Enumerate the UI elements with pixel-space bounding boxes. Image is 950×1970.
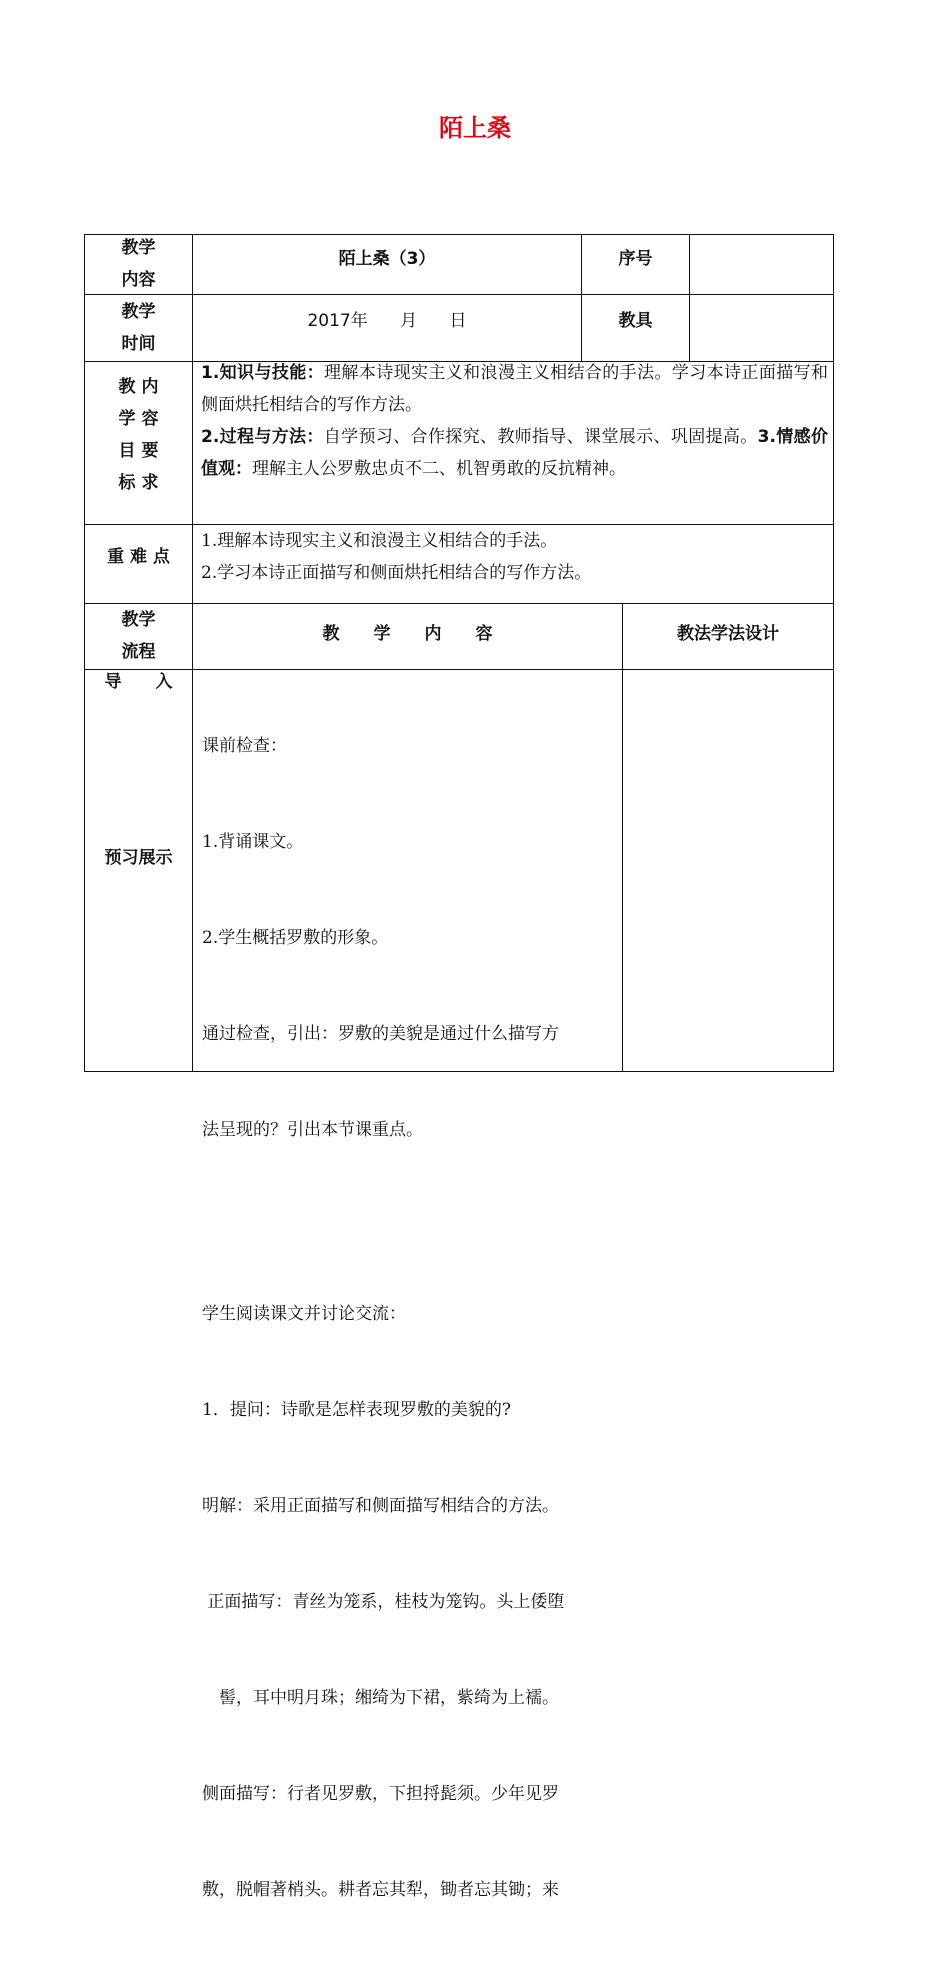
label-line: 教学 <box>121 610 156 630</box>
key-difficulties-label: 重 难 点 <box>107 547 170 567</box>
row-divider <box>84 603 834 604</box>
objective-text: 理解主人公罗敷忠贞不二、机智勇敢的反抗精神。 <box>252 459 626 479</box>
stage-preview-display: 预习展示 <box>104 848 173 868</box>
column-divider <box>689 234 690 361</box>
difficulty-line: 1.理解本诗现实主义和浪漫主义相结合的手法。 <box>201 531 558 551</box>
content-line: 明解：采用正面描写和侧面描写相结合的方法。 <box>202 1496 559 1516</box>
difficulty-line: 2.学习本诗正面描写和侧面烘托相结合的写作方法。 <box>201 563 592 583</box>
content-line: 课前检查： <box>202 736 287 756</box>
stage-introduction: 导 入 <box>104 672 173 692</box>
method-column-header: 教法学法设计 <box>677 624 779 644</box>
label-line: 教学 <box>121 238 156 258</box>
label-line: 目 要 <box>118 441 159 461</box>
objective-process <box>201 421 828 485</box>
teaching-time-label <box>85 294 192 361</box>
teaching-tools-label: 教具 <box>618 311 653 331</box>
content-column-header: 教 学 内 容 <box>322 624 493 644</box>
content-line: 1.背诵课文。 <box>202 832 304 852</box>
method-design-content <box>623 670 833 1070</box>
content-line: 侧面描写：行者见罗敷，下担捋髭须。少年见罗 <box>202 1784 559 1804</box>
teaching-flow-label <box>85 603 192 669</box>
sequence-label: 序号 <box>618 249 653 269</box>
content-line: 正面描写：青丝为笼系，桂枝为笼钩。头上倭堕 <box>202 1592 565 1612</box>
label-line: 流程 <box>121 642 156 662</box>
content-line: 通过检查，引出：罗敷的美貌是通过什么描写方 <box>202 1024 559 1044</box>
document-title: 陌上桑 <box>439 114 511 142</box>
label-line: 时间 <box>121 333 156 354</box>
teaching-date: 2017年 月 日 <box>307 311 467 331</box>
column-divider <box>192 234 193 1072</box>
lesson-title-cell: 陌上桑（3） <box>338 249 436 269</box>
objective-text: 自学预习、合作探究、教师指导、课堂展示、巩固提高。 <box>323 427 758 447</box>
row-divider <box>84 294 834 295</box>
objectives-content <box>201 357 828 485</box>
content-line: 法呈现的？引出本节课重点。 <box>202 1120 423 1140</box>
teaching-content-label <box>85 234 192 294</box>
label-line: 教学 <box>121 301 156 322</box>
objective-label: 3.情感价值观： <box>201 427 829 479</box>
lesson-process-content <box>202 666 620 1900</box>
key-difficulties-content <box>201 525 821 589</box>
content-line: 1．提问：诗歌是怎样表现罗敷的美貌的? <box>202 1400 511 1420</box>
objectives-label <box>85 371 192 499</box>
label-line: 内容 <box>121 270 156 290</box>
label-line: 学 容 <box>118 409 159 429</box>
objective-text: 理解本诗现实主义和浪漫主义相结合的手法。学习本诗正面描写和侧面烘托相结合的写作方法。 <box>201 363 828 415</box>
table-border-top <box>84 234 834 235</box>
content-line: 学生阅读课文并讨论交流： <box>202 1304 406 1324</box>
content-line: 髻，耳中明月珠；缃绮为下裙，紫绮为上襦。 <box>202 1688 559 1708</box>
objective-knowledge <box>201 357 828 421</box>
table-border-right <box>833 234 834 1072</box>
content-line: 敷，脱帽著梢头。耕者忘其犁，锄者忘其锄；来 <box>202 1880 559 1900</box>
label-line: 教 内 <box>118 377 159 397</box>
objective-label: 1.知识与技能： <box>201 363 325 383</box>
label-line: 标 求 <box>118 473 159 493</box>
content-line: 2.学生概括罗敷的形象。 <box>202 928 389 948</box>
content-line <box>202 1210 620 1234</box>
objective-label: 2.过程与方法： <box>201 427 324 447</box>
